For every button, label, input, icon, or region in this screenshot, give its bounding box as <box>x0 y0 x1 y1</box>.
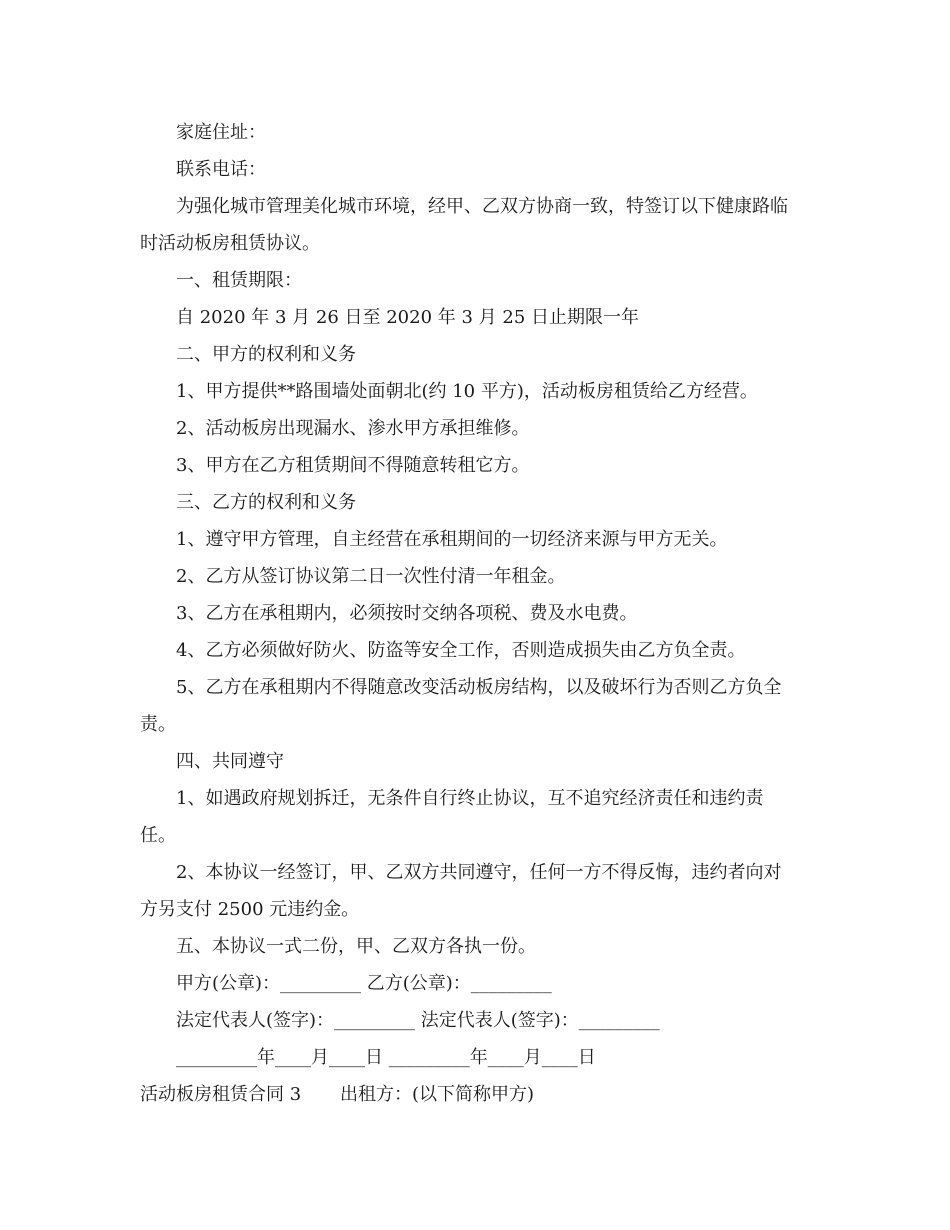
party-a-clause-2: 2、活动板房出现漏水、渗水甲方承担维修。 <box>176 418 530 439</box>
section-4-heading: 四、共同遵守 <box>176 751 284 772</box>
party-a-clause-3: 3、甲方在乙方租赁期间不得随意转租它方。 <box>176 455 530 476</box>
party-b-clause-4: 4、乙方必须做好防火、防盗等安全工作，否则造成损失由乙方负全责。 <box>176 640 746 661</box>
intro-paragraph-line2: 时活动板房租赁协议。 <box>140 233 320 254</box>
lease-term-text: 自 2020 年 3 月 26 日至 2020 年 3 月 25 日止期限一年 <box>176 307 639 328</box>
section-3-heading: 三、乙方的权利和义务 <box>176 492 356 513</box>
section-1-heading: 一、租赁期限： <box>176 270 302 291</box>
intro-paragraph-line1: 为强化城市管理美化城市环境，经甲、乙双方协商一致，特签订以下健康路临 <box>176 196 788 217</box>
section-2-heading: 二、甲方的权利和义务 <box>176 344 356 365</box>
party-b-clause-2: 2、乙方从签订协议第二日一次性付清一年租金。 <box>176 566 566 587</box>
representative-signature-line: 法定代表人(签字)：_________ 法定代表人(签字)：_________ <box>176 1010 660 1031</box>
contract-3-title: 活动板房租赁合同 3 <box>140 1084 302 1105</box>
party-b-clause-5-line2: 责。 <box>140 714 176 735</box>
common-clause-2-line1: 2、本协议一经签订，甲、乙双方共同遵守，任何一方不得反悔，违约者向对 <box>176 862 782 883</box>
common-clause-1-line2: 任。 <box>140 825 176 846</box>
seal-signature-line: 甲方(公章)：_________ 乙方(公章)：_________ <box>176 973 552 994</box>
contact-phone-label: 联系电话： <box>176 159 266 180</box>
party-a-clause-1: 1、甲方提供**路围墙处面朝北(约 10 平方)，活动板房租赁给乙方经营。 <box>176 381 758 402</box>
date-line: _________年____月____日 _________年____月____日 <box>176 1047 596 1068</box>
party-b-clause-1: 1、遵守甲方管理，自主经营在承租期间的一切经济来源与甲方无关。 <box>176 529 728 550</box>
common-clause-2-line2: 方另支付 2500 元违约金。 <box>140 899 360 920</box>
party-b-clause-3: 3、乙方在承租期内，必须按时交纳各项税、费及水电费。 <box>176 603 638 624</box>
section-5-text: 五、本协议一式二份，甲、乙双方各执一份。 <box>176 936 536 957</box>
home-address-label: 家庭住址： <box>176 122 266 143</box>
lessor-label: 出租方：(以下简称甲方) <box>340 1084 535 1105</box>
party-b-clause-5-line1: 5、乙方在承租期内不得随意改变活动板房结构，以及破坏行为否则乙方负全 <box>176 677 782 698</box>
common-clause-1-line1: 1、如遇政府规划拆迁，无条件自行终止协议，互不追究经济责任和违约责 <box>176 788 764 809</box>
